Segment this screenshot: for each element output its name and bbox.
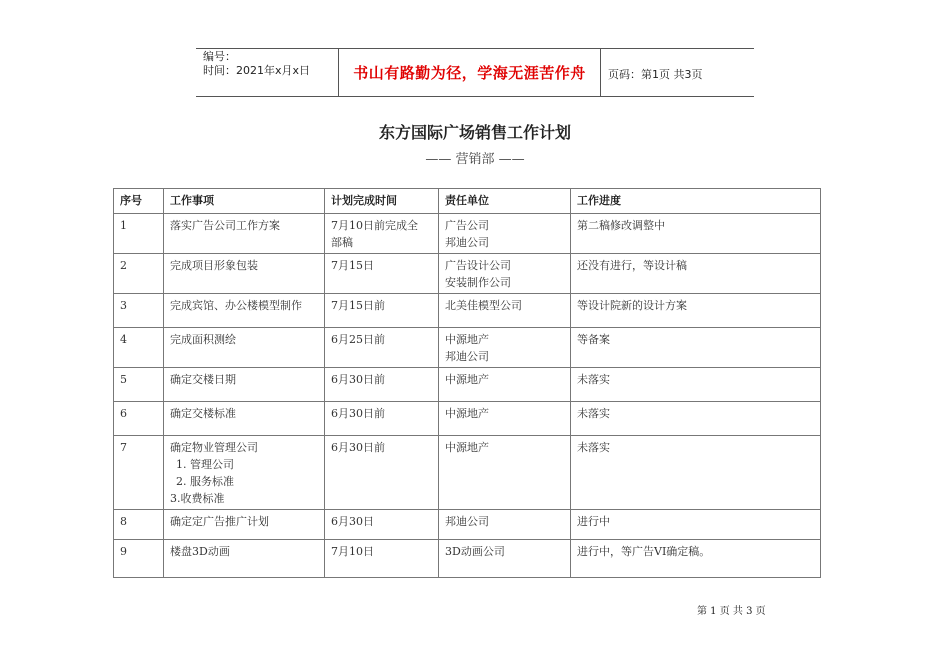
- cell-line: 安装制作公司: [445, 276, 511, 289]
- row-number: 2: [114, 254, 164, 294]
- header-progress: 工作进度: [571, 189, 821, 214]
- row-number: 7: [114, 436, 164, 510]
- row-task: [164, 540, 325, 578]
- row-progress: [571, 214, 821, 254]
- cell-line: 未落实: [577, 441, 610, 454]
- cell-line: 2. 服务标准: [176, 475, 234, 488]
- row-date: [325, 368, 439, 402]
- cell-line: 邦迪公司: [445, 236, 489, 249]
- cell-line: 中源地产: [445, 333, 489, 346]
- table-header-row: [114, 189, 821, 214]
- cell-line: 6月30日前: [331, 407, 385, 420]
- row-date: [325, 294, 439, 328]
- row-number: 8: [114, 510, 164, 540]
- row-number: 6: [114, 402, 164, 436]
- number-label: 编号：: [203, 50, 236, 63]
- row-unit: [439, 294, 571, 328]
- cell-line: 楼盘3D动画: [170, 545, 230, 558]
- row-number: 1: [114, 214, 164, 254]
- row-date: [325, 436, 439, 510]
- table-row: [114, 540, 821, 578]
- page-footer: 第 1 页 共 3 页: [697, 606, 766, 617]
- row-unit: [439, 254, 571, 294]
- table-row: [114, 436, 821, 510]
- row-progress: [571, 540, 821, 578]
- cell-line: 中源地产: [445, 407, 489, 420]
- cell-line: 6月30日: [331, 515, 374, 528]
- row-progress: [571, 368, 821, 402]
- cell-line: 进行中: [577, 515, 610, 528]
- row-task: [164, 402, 325, 436]
- row-progress: [571, 294, 821, 328]
- cell-line: 部稿: [331, 236, 353, 249]
- cell-line: 第二稿修改调整中: [577, 219, 665, 232]
- table-body: [114, 214, 821, 578]
- cell-line: 确定物业管理公司: [170, 441, 258, 454]
- document-title: 东方国际广场销售工作计划: [378, 123, 571, 142]
- table-row: [114, 214, 821, 254]
- row-number: 9: [114, 540, 164, 578]
- header-bottom-rule: [196, 96, 754, 97]
- row-task: [164, 328, 325, 368]
- cell-line: 广告设计公司: [445, 259, 511, 272]
- row-unit: [439, 510, 571, 540]
- row-number: 4: [114, 328, 164, 368]
- cell-line: 完成宾馆、办公楼模型制作: [170, 299, 302, 312]
- cell-line: 完成项目形象包装: [170, 259, 258, 272]
- table-row: [114, 368, 821, 402]
- cell-line: 7月15日: [331, 259, 374, 272]
- cell-line: 6月30日前: [331, 373, 385, 386]
- cell-line: 广告公司: [445, 219, 489, 232]
- cell-line: 未落实: [577, 407, 610, 420]
- cell-line: 等备案: [577, 333, 610, 346]
- row-unit: [439, 402, 571, 436]
- row-task: [164, 436, 325, 510]
- row-date: [325, 510, 439, 540]
- cell-line: 1. 管理公司: [176, 458, 234, 471]
- document-subtitle: —— 营销部 ——: [425, 152, 525, 167]
- row-unit: [439, 436, 571, 510]
- row-unit: [439, 328, 571, 368]
- cell-line: 落实广告公司工作方案: [170, 219, 280, 232]
- cell-line: 完成面积测绘: [170, 333, 236, 346]
- table-row: [114, 328, 821, 368]
- cell-line: 6月25日前: [331, 333, 385, 346]
- row-date: [325, 540, 439, 578]
- page-indicator: 页码：第1页 共3页: [608, 68, 703, 81]
- table-row: [114, 254, 821, 294]
- cell-line: 邦迪公司: [445, 515, 489, 528]
- cell-line: 确定交楼标准: [170, 407, 236, 420]
- cell-line: 中源地产: [445, 373, 489, 386]
- work-plan-table: [113, 188, 821, 578]
- row-date: [325, 254, 439, 294]
- row-number: 5: [114, 368, 164, 402]
- row-task: [164, 294, 325, 328]
- header-no: 序号: [114, 189, 164, 214]
- cell-line: 进行中，等广告VI确定稿。: [577, 545, 711, 558]
- row-unit: [439, 214, 571, 254]
- row-unit: [439, 368, 571, 402]
- row-progress: [571, 328, 821, 368]
- cell-line: 7月10日前完成全: [331, 219, 418, 232]
- row-task: [164, 368, 325, 402]
- row-number: 3: [114, 294, 164, 328]
- cell-line: 中源地产: [445, 441, 489, 454]
- table-row: [114, 510, 821, 540]
- cell-line: 确定定广告推广计划: [170, 515, 269, 528]
- cell-line: 等设计院新的设计方案: [577, 299, 687, 312]
- row-progress: [571, 402, 821, 436]
- table-row: [114, 402, 821, 436]
- header-task: 工作事项: [164, 189, 325, 214]
- cell-line: 邦迪公司: [445, 350, 489, 363]
- row-task: [164, 254, 325, 294]
- row-progress: [571, 254, 821, 294]
- cell-line: 3D动画公司: [445, 545, 505, 558]
- cell-line: 7月10日: [331, 545, 374, 558]
- motto-text: 书山有路勤为径，学海无涯苦作舟: [353, 64, 586, 82]
- row-unit: [439, 540, 571, 578]
- cell-line: 6月30日前: [331, 441, 385, 454]
- cell-line: 未落实: [577, 373, 610, 386]
- cell-line: 3.收费标准: [170, 492, 225, 505]
- row-task: [164, 214, 325, 254]
- row-progress: [571, 436, 821, 510]
- header-unit: 责任单位: [439, 189, 571, 214]
- row-progress: [571, 510, 821, 540]
- cell-line: 7月15日前: [331, 299, 385, 312]
- motto-box: [338, 49, 601, 96]
- cell-line: 北美佳模型公司: [445, 299, 522, 312]
- header-date: 计划完成时间: [325, 189, 439, 214]
- cell-line: 确定交楼日期: [170, 373, 236, 386]
- row-date: [325, 402, 439, 436]
- row-date: [325, 328, 439, 368]
- table-row: [114, 294, 821, 328]
- time-label: 时间：2021年x月x日: [203, 64, 311, 77]
- header-meta: [203, 50, 338, 78]
- cell-line: 还没有进行，等设计稿: [577, 259, 687, 272]
- row-date: [325, 214, 439, 254]
- row-task: [164, 510, 325, 540]
